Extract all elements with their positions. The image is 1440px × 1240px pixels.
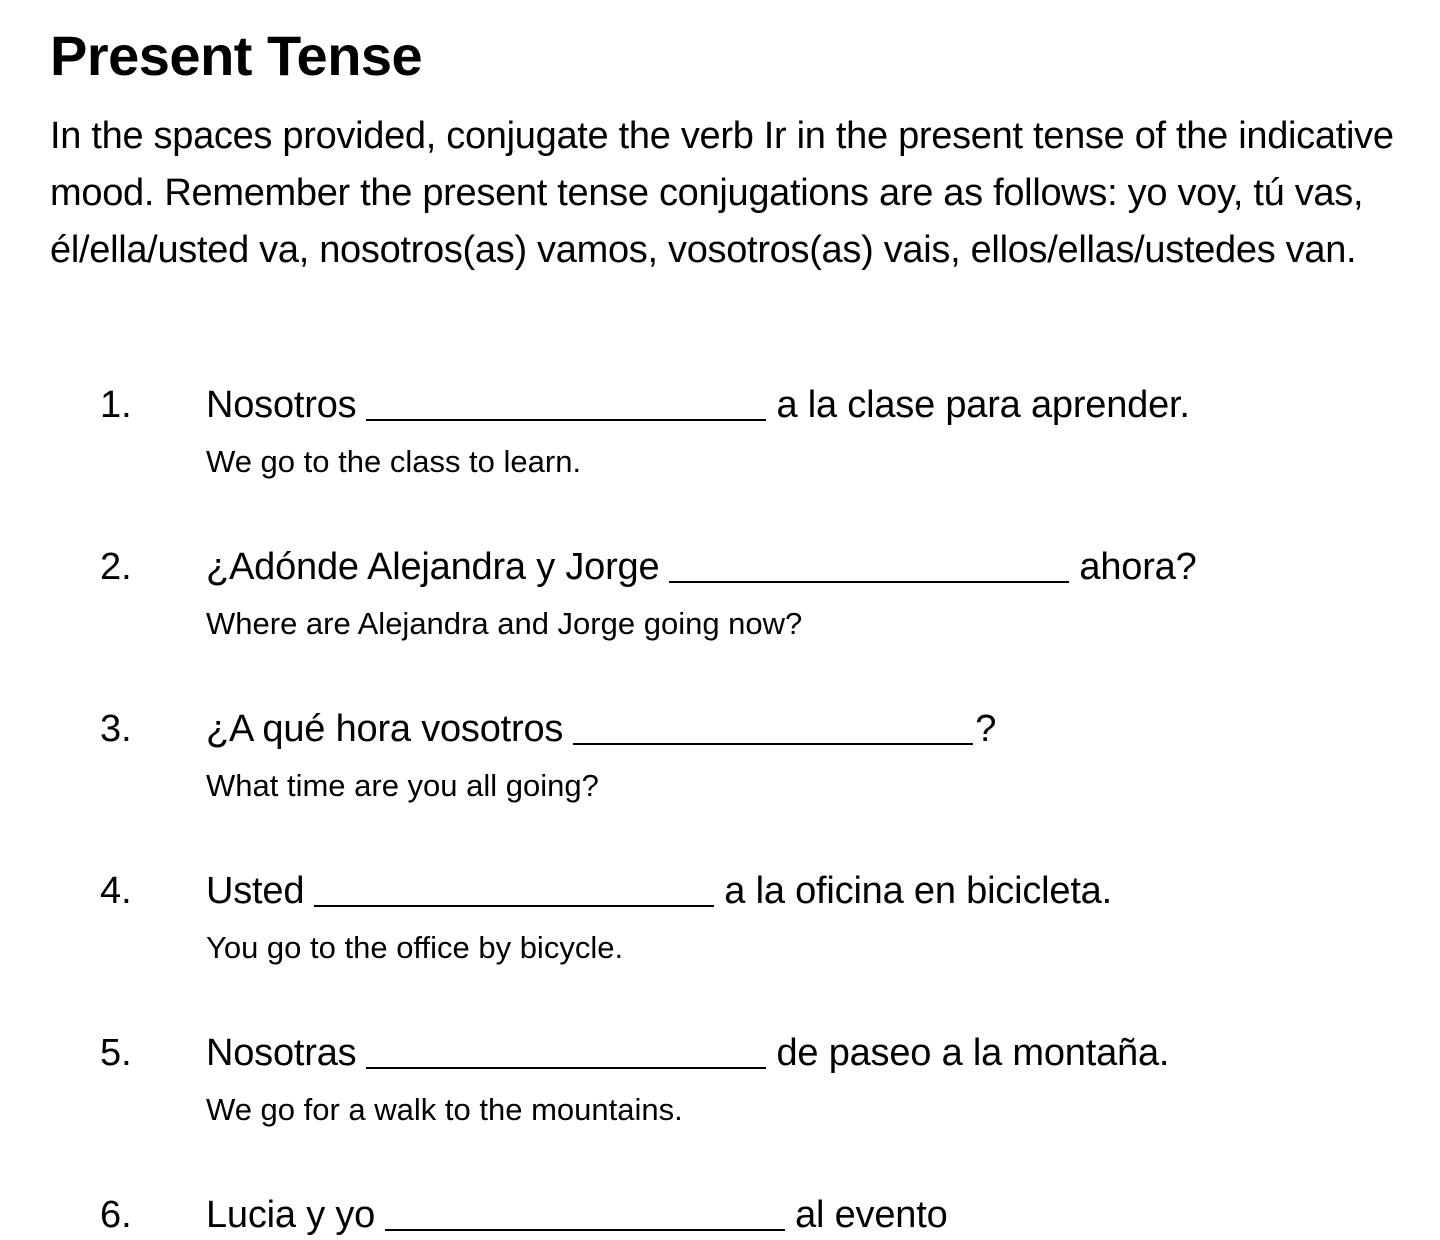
answer-blank[interactable] [366,385,766,421]
exercise-translation: Where are Alejandra and Jorge going now? [206,606,803,641]
exercise-number: 6. [100,1194,132,1236]
exercise-sentence [206,866,1112,916]
answer-blank[interactable] [314,871,714,907]
exercise-translation: We go for a walk to the mountains. [206,1092,683,1127]
sentence-before-blank: Lucia y yo [206,1194,376,1236]
exercise-translation: What time are you all going? [206,768,599,803]
exercise-sentence [206,1028,1169,1078]
exercise-number: 1. [100,384,132,426]
answer-blank[interactable] [573,709,973,745]
sentence-after-blank: a la oficina en bicicleta. [724,870,1112,912]
sentence-before-blank: Nosotros [206,384,357,426]
answer-blank[interactable] [385,1195,785,1231]
sentence-before-blank: ¿Adónde Alejandra y Jorge [206,546,660,588]
exercise-number: 5. [100,1032,132,1074]
exercise-translation: We go to the class to learn. [206,444,582,479]
sentence-after-blank: a la clase para aprender. [776,384,1190,426]
sentence-before-blank: Nosotras [206,1032,357,1074]
instructions-paragraph: In the spaces provided, conjugate the verb Ir in the present tense of the indicative mood. Remember the present tense conjugations are as follows: yo voy, tú vas, él/ella/usted va, nosotros(as) vamos, vosotros(as) vais, ellos/ellas/ustedes van. [50,115,1394,271]
exercise-number: 2. [100,546,132,588]
answer-blank[interactable] [669,547,1069,583]
sentence-after-blank: ahora? [1079,546,1197,588]
sentence-after-blank: al evento [795,1194,948,1236]
exercise-sentence [206,704,996,754]
exercise-sentence [206,1190,948,1240]
sentence-after-blank: de paseo a la montaña. [776,1032,1170,1074]
sentence-before-blank: Usted [206,870,305,912]
exercise-sentence [206,542,1197,592]
page-title: Present Tense [50,24,423,87]
answer-blank[interactable] [366,1033,766,1069]
sentence-before-blank: ¿A qué hora vosotros [206,708,564,750]
sentence-after-blank: ? [975,708,997,750]
exercise-number: 3. [100,708,132,750]
exercise-sentence [206,380,1190,430]
exercise-translation: You go to the office by bicycle. [206,930,624,965]
exercise-number: 4. [100,870,132,912]
